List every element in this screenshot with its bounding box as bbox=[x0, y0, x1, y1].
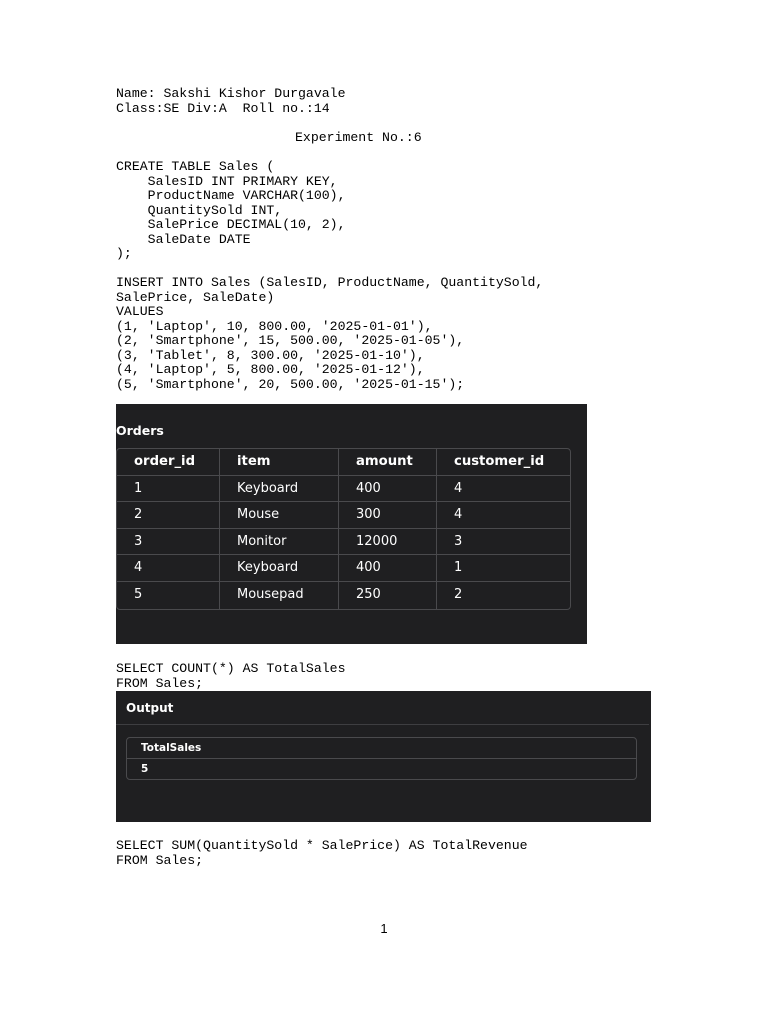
table-cell: 4 bbox=[117, 555, 220, 581]
table-cell: Keyboard bbox=[220, 555, 339, 581]
code-line: FROM Sales; bbox=[116, 853, 204, 868]
table-cell: Mousepad bbox=[220, 582, 339, 609]
page-number: 1 bbox=[380, 921, 388, 936]
table-row bbox=[117, 529, 570, 556]
table-cell: 5 bbox=[117, 582, 220, 609]
table-cell: 3 bbox=[117, 529, 220, 555]
output-title: Output bbox=[126, 701, 174, 715]
code-line: SalePrice DECIMAL(10, 2), bbox=[116, 217, 346, 232]
output-divider bbox=[116, 724, 649, 725]
table-cell: 1 bbox=[454, 560, 463, 576]
table-cell: Monitor bbox=[220, 529, 339, 555]
code-line: (1, 'Laptop', 10, 800.00, '2025-01-01'), bbox=[116, 319, 433, 334]
code-line: CREATE TABLE Sales ( bbox=[116, 159, 275, 174]
student-name-line: Name: Sakshi Kishor Durgavale bbox=[116, 86, 346, 101]
orders-screenshot bbox=[116, 404, 587, 644]
table-cell: 12000 bbox=[339, 529, 437, 555]
column-header: amount bbox=[339, 449, 437, 475]
table-row bbox=[117, 555, 570, 582]
table-cell: 2 bbox=[117, 502, 220, 528]
column-header: customer_id bbox=[454, 454, 545, 469]
table-cell: 300 bbox=[339, 502, 437, 528]
output-screenshot bbox=[116, 691, 651, 822]
table-cell: 5 bbox=[141, 763, 149, 775]
code-line: VALUES bbox=[116, 304, 164, 319]
column-header: order_id bbox=[117, 449, 220, 475]
table-cell: 2 bbox=[454, 586, 463, 602]
table-row bbox=[117, 502, 570, 529]
code-line: SaleDate DATE bbox=[116, 232, 251, 247]
orders-title: Orders bbox=[116, 423, 164, 438]
table-header-row bbox=[117, 449, 570, 476]
table-cell: 400 bbox=[339, 476, 437, 502]
orders-table bbox=[116, 448, 571, 610]
column-header: TotalSales bbox=[127, 738, 636, 759]
code-line: (3, 'Tablet', 8, 300.00, '2025-01-10'), bbox=[116, 348, 425, 363]
table-cell: 4 bbox=[454, 480, 463, 496]
code-line: ProductName VARCHAR(100), bbox=[116, 188, 346, 203]
column-header: item bbox=[220, 449, 339, 475]
table-cell: 3 bbox=[454, 533, 463, 549]
table-cell: Mouse bbox=[220, 502, 339, 528]
table-row bbox=[117, 476, 570, 503]
code-line: SalePrice, SaleDate) bbox=[116, 290, 275, 305]
table-cell: 400 bbox=[339, 555, 437, 581]
code-line: (5, 'Smartphone', 20, 500.00, '2025-01-15'); bbox=[116, 377, 465, 392]
code-line: SalesID INT PRIMARY KEY, bbox=[116, 174, 338, 189]
table-row bbox=[117, 582, 570, 609]
code-line: ); bbox=[116, 246, 132, 261]
code-line: (4, 'Laptop', 5, 800.00, '2025-01-12'), bbox=[116, 362, 425, 377]
table-cell: 4 bbox=[454, 507, 463, 523]
table-cell: 1 bbox=[117, 476, 220, 502]
class-line: Class:SE Div:A Roll no.:14 bbox=[116, 101, 330, 116]
code-line: SELECT SUM(QuantitySold * SalePrice) AS TotalRevenue bbox=[116, 838, 528, 853]
code-line: INSERT INTO Sales (SalesID, ProductName, QuantitySold, bbox=[116, 275, 544, 290]
code-line: SELECT COUNT(*) AS TotalSales bbox=[116, 661, 346, 676]
code-line: QuantitySold INT, bbox=[116, 203, 283, 218]
output-result-table bbox=[126, 737, 637, 780]
code-line: FROM Sales; bbox=[116, 676, 204, 691]
table-cell: Keyboard bbox=[220, 476, 339, 502]
table-cell: 250 bbox=[339, 582, 437, 609]
code-line: (2, 'Smartphone', 15, 500.00, '2025-01-05'), bbox=[116, 333, 465, 348]
experiment-title: Experiment No.:6 bbox=[295, 130, 422, 145]
